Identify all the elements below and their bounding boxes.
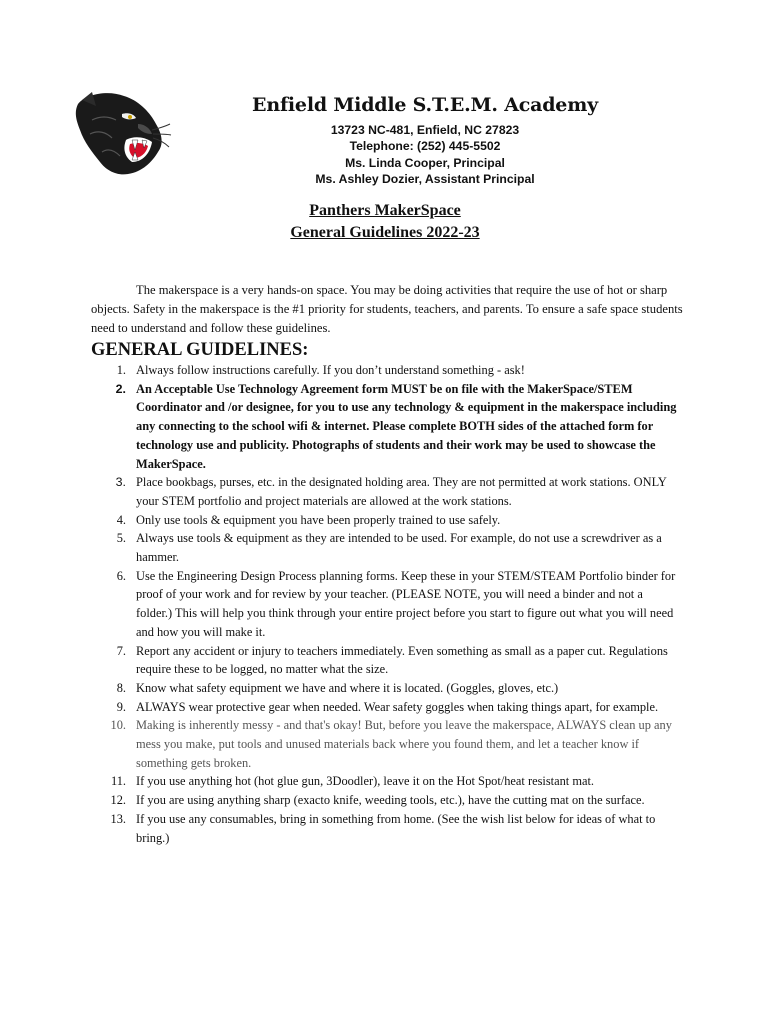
- title-line-1: Panthers MakerSpace: [309, 202, 461, 219]
- list-item: [91, 511, 681, 530]
- school-address: 13723 NC-481, Enfield, NC 27823: [330, 123, 520, 137]
- list-item: [91, 529, 681, 566]
- school-name: Enfield Middle S.T.E.M. Academy: [252, 94, 598, 116]
- list-item-text: Place bookbags, purses, etc. in the designated holding area. They are not permitted at work stations. ONLY your STEM portfolio and project materials are allowed at the work stations.: [136, 475, 667, 508]
- list-item-number: 11.: [110, 774, 126, 789]
- list-item: [91, 716, 681, 772]
- list-item-text: If you use anything hot (hot glue gun, 3Doodler), leave it on the Hot Spot/heat resistant mat.: [136, 774, 595, 789]
- school-header: [240, 94, 610, 188]
- list-item: [91, 810, 681, 847]
- list-item-text: Only use tools & equipment you have been properly trained to use safely.: [136, 512, 501, 527]
- list-item-text: ALWAYS wear protective gear when needed. Wear safety goggles when taking things apart, for example.: [136, 699, 659, 714]
- list-item-text: If you use any consumables, bring in something from home. (See the wish list below for ideas of what to bring.): [136, 811, 656, 845]
- list-item-number: 5.: [116, 531, 126, 546]
- list-item-number: 9.: [116, 699, 126, 714]
- list-item: [91, 473, 681, 510]
- list-item-number: 13.: [110, 811, 126, 826]
- section-heading: GENERAL GUIDELINES:: [91, 340, 309, 360]
- list-item: [91, 380, 681, 474]
- list-item: [91, 567, 681, 642]
- guidelines-list: [91, 361, 681, 847]
- panther-mascot-icon: [72, 90, 172, 178]
- list-item-text: Making is inherently messy - and that's okay! But, before you leave the makerspace, ALWAYS clean up any mess you make, put tools and unused materials back where you found them, and let a teacher know if something gets broken.: [136, 718, 672, 770]
- list-item: [91, 791, 681, 810]
- list-item-text: Always follow instructions carefully. If you don’t understand something - ask!: [136, 363, 525, 377]
- school-telephone: Telephone: (252) 445-5502: [349, 139, 501, 154]
- list-item-text: Always use tools & equipment as they are intended to be used. For example, do not use a screwdriver as a hammer.: [136, 531, 662, 565]
- list-item: [91, 361, 681, 380]
- list-item: [91, 698, 681, 717]
- list-item-number: 8.: [116, 680, 126, 695]
- list-item-number: 10.: [110, 718, 126, 733]
- list-item-text: If you are using anything sharp (exacto knife, weeding tools, etc.), have the cutting mat on the surface.: [136, 793, 645, 808]
- list-item-number: 4.: [116, 512, 126, 527]
- list-item-number: 2.: [115, 381, 126, 396]
- list-item-text: Use the Engineering Design Process planning forms. Keep these in your STEM/STEAM Portfolio binder for proof of your work and for review by your teacher. (PLEASE NOTE, you will need a binder and not a folder.) This will help you think through your entire project before you start to figure out what you will need and how you will make it.: [136, 568, 676, 639]
- list-item: [91, 679, 681, 698]
- list-item: [91, 642, 681, 679]
- list-item-number: 1.: [116, 363, 126, 377]
- list-item-text: Report any accident or injury to teachers immediately. Even something as small as a paper cut. Regulations require these to be logged, no matter what the size.: [136, 643, 668, 677]
- principal-name: Ms. Linda Cooper, Principal: [345, 155, 505, 170]
- list-item-text: An Acceptable Use Technology Agreement form MUST be on file with the MakerSpace/STEM Coordinator and /or designee, for you to use any technology & equipment in the makerspace including any connecting to the school wifi & internet. Please complete BOTH sides of the attached form for technology use and publicity. Photographs of students and their work may be used to showcase the MakerSpace.: [136, 381, 677, 471]
- list-item-number: 12.: [110, 793, 126, 808]
- list-item-number: 3.: [115, 475, 126, 490]
- document-title: [200, 200, 570, 244]
- list-item: [91, 772, 681, 791]
- list-item-number: 7.: [116, 643, 126, 658]
- assistant-principal-name: Ms. Ashley Dozier, Assistant Principal: [315, 172, 535, 187]
- list-item-text: Know what safety equipment we have and where it is located. (Goggles, gloves, etc.): [136, 680, 559, 695]
- intro-paragraph: The makerspace is a very hands-on space. You may be doing activities that require the use of hot or sharp objects. Safety in the makerspace is the #1 priority for students, teachers, and parents. To ensure a safe space students need to understand and follow these guidelines.: [91, 283, 683, 335]
- list-item-number: 6.: [116, 568, 126, 583]
- title-line-2: General Guidelines 2022-23: [290, 224, 480, 241]
